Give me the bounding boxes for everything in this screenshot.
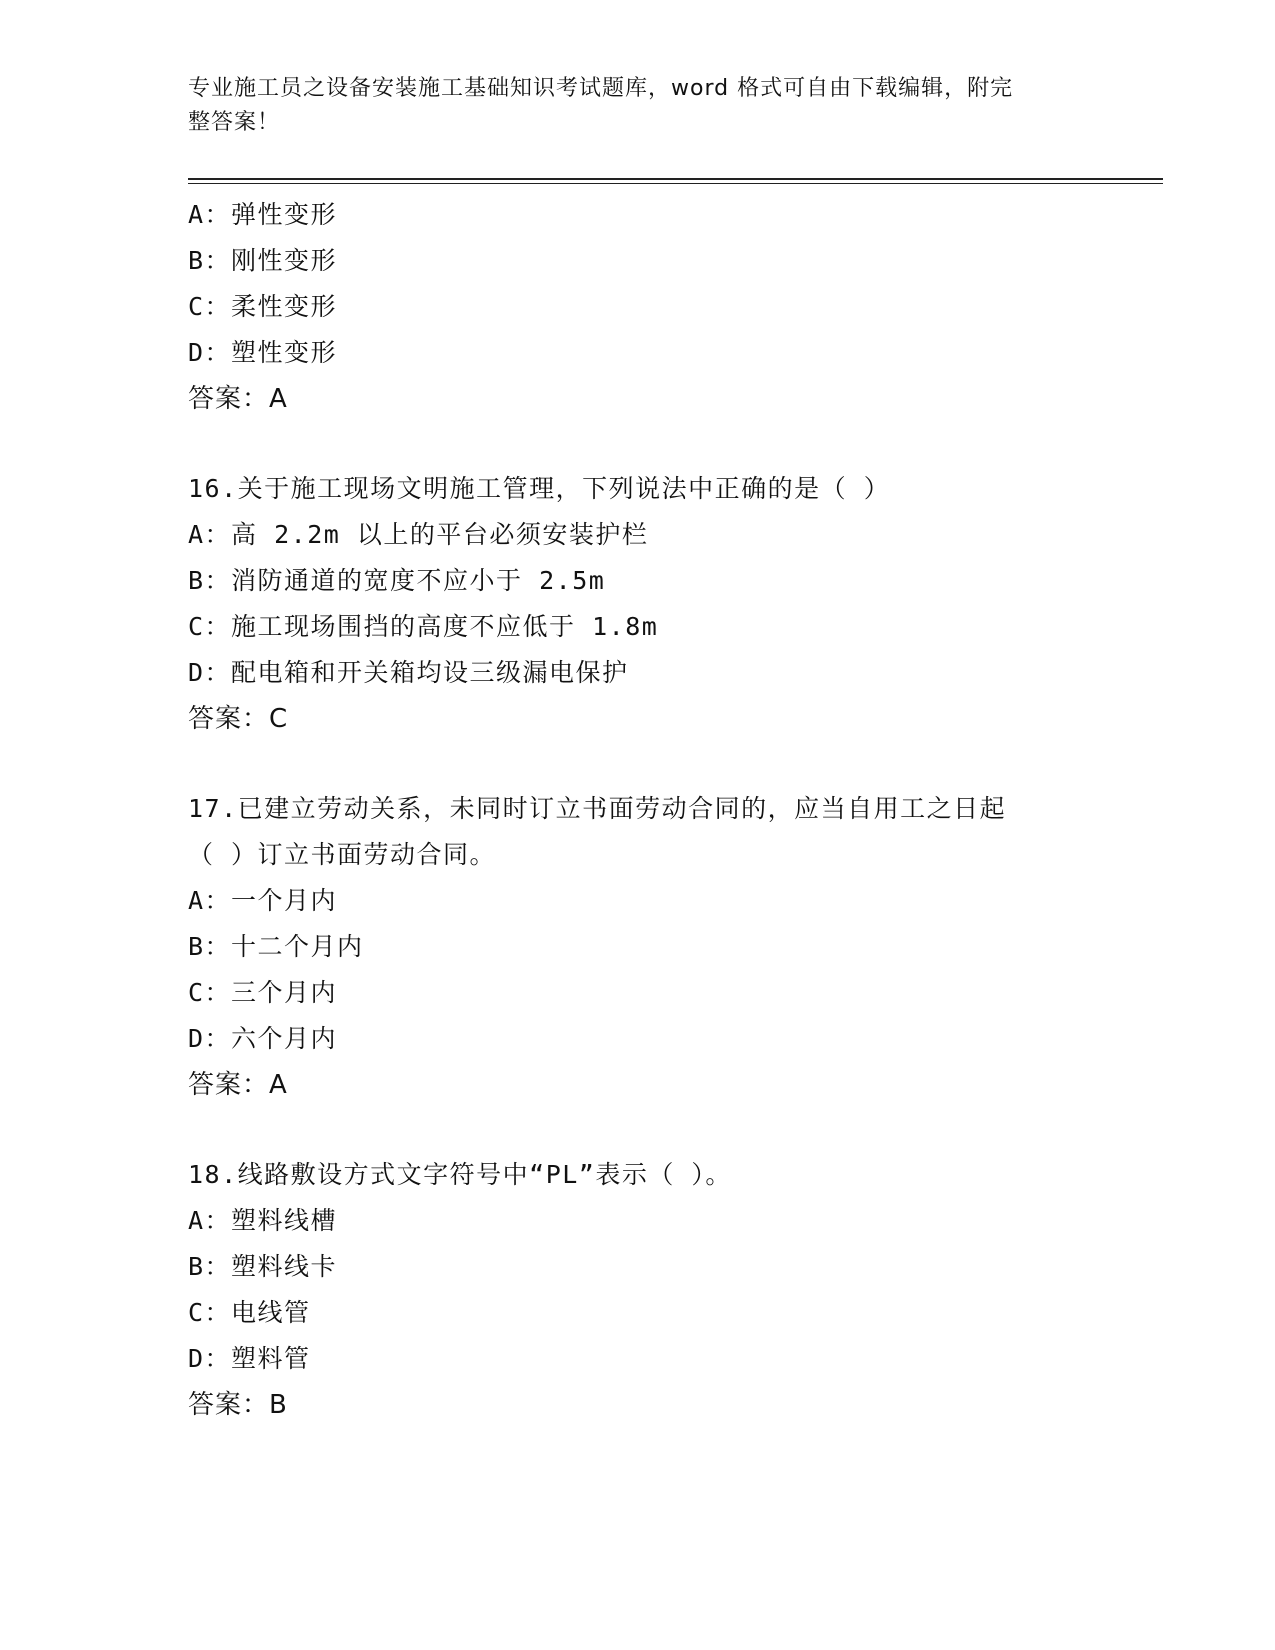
answer-line: 答案：B	[188, 1390, 288, 1420]
document-header	[188, 72, 1068, 140]
question-text: 18.线路敷设方式文字符号中“PL”表示（ ）。	[188, 1160, 732, 1189]
option-a: A：塑料线槽	[188, 1206, 338, 1235]
option-c: C：电线管	[188, 1298, 311, 1327]
answer-line: 答案：A	[188, 1070, 288, 1100]
option-c: C：柔性变形	[188, 292, 338, 321]
answer-line: 答案：C	[188, 704, 289, 734]
option-d: D：六个月内	[188, 1024, 338, 1053]
question-block-16	[188, 466, 1088, 742]
answer-line: 答案：A	[188, 384, 288, 414]
option-c: C：三个月内	[188, 978, 338, 1007]
question-text-line-1: 17.已建立劳动关系，未同时订立书面劳动合同的，应当自用工之日起	[188, 794, 1007, 823]
option-d: D：配电箱和开关箱均设三级漏电保护	[188, 658, 629, 687]
header-line-1: 专业施工员之设备安装施工基础知识考试题库，word 格式可自由下载编辑，附完	[188, 76, 1014, 101]
option-a: A：高 2.2m 以上的平台必须安装护栏	[188, 520, 649, 549]
option-a: A：一个月内	[188, 886, 338, 915]
question-block-18	[188, 1152, 1088, 1428]
question-text-line-2: （ ）订立书面劳动合同。	[188, 840, 497, 869]
header-rule-bottom	[188, 183, 1163, 184]
option-a: A：弹性变形	[188, 200, 338, 229]
option-b: B：塑料线卡	[188, 1252, 338, 1281]
question-block-17	[188, 786, 1088, 1108]
header-line-2: 整答案！	[188, 110, 281, 135]
option-b: B：刚性变形	[188, 246, 338, 275]
header-rule-top	[188, 178, 1163, 180]
option-b: B：十二个月内	[188, 932, 364, 961]
question-text: 16.关于施工现场文明施工管理，下列说法中正确的是（ ）	[188, 474, 891, 503]
question-block-15	[188, 192, 1088, 422]
question-list	[188, 192, 1088, 1428]
option-d: D：塑性变形	[188, 338, 338, 367]
option-d: D：塑料管	[188, 1344, 311, 1373]
option-b: B：消防通道的宽度不应小于 2.5m	[188, 566, 606, 595]
option-c: C：施工现场围挡的高度不应低于 1.8m	[188, 612, 659, 641]
